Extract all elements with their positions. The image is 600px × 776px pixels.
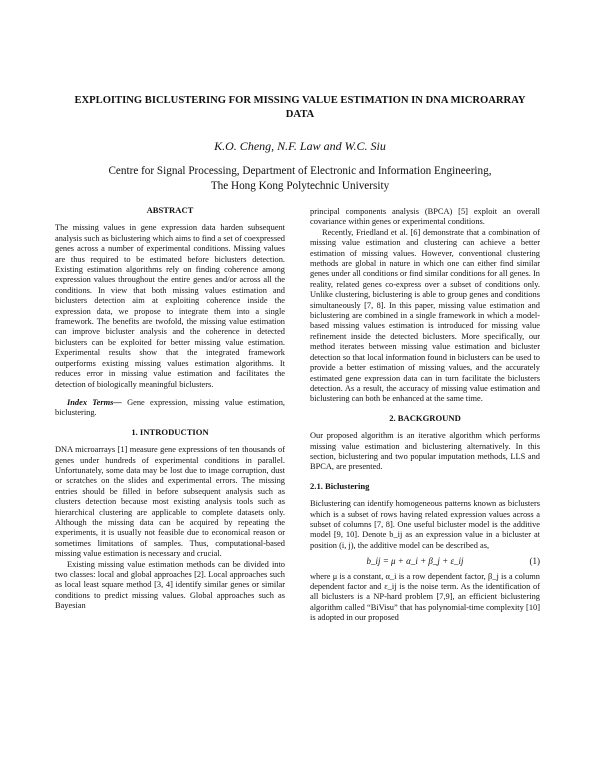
background-text: Our proposed algorithm is an iterative algorithm which performs missing value estimation and biclustering alternatively. In this section, biclustering and two popular imputation methods, LLS and BPCA, are presented. — [310, 431, 540, 472]
index-terms-text: Gene expression, missing value estimation, biclustering. — [55, 397, 286, 418]
index-terms-label: Index Terms— — [67, 397, 122, 407]
introduction-heading: 1. INTRODUCTION — [131, 426, 209, 437]
right-column — [310, 207, 540, 624]
affiliation-line-2: The Hong Kong Polytechnic University — [210, 179, 390, 192]
abstract-heading: ABSTRACT — [146, 205, 194, 215]
paper-authors: K.O. Cheng, N.F. Law and W.C. Siu — [214, 139, 386, 153]
friedland-paragraph: Recently, Friedland et al. [6] demonstrate that a combination of missing value estimation and clustering can achieve a better estimation of missing values. However, conventional clustering methods are global in nature in which one can either find similar genes under all conditions or find similar conditions for all genes. In reality, related genes co-express over a subset of conditions only. Unlike clustering, biclustering is able to group genes and conditions simultaneously [7, 8]. In this paper, missing value estimation and biclustering are combined in a single framework in which a model-based missing values estimation is introduced for missing value refinement inside the detected biclusters. More specifically, our method iterates between missing value estimation and bicluster detection so that local information found in biclusters can be used to provide a better estimation of missing values, and the accurately estimated gene expression data can in turn facilitate the biclusters detection. As a result, the accuracy of missing value estimation and biclustering can both be enhanced at the same time. — [310, 227, 540, 404]
biclustering-heading: 2.1. Biclustering — [310, 480, 370, 491]
index-terms — [55, 398, 285, 419]
abstract-text: The missing values in gene expression data harden subsequent analysis such as biclustering which aims to find a set of coexpressed genes across a number of experimental conditions. Missing values are thus required to be estimated before biclusters detection. Existing estimation algorithms rely on finding coherence among expression values throughout the entire genes and/or across all the conditions. In view that both missing values estimation and biclusters detection aim at exploiting coherence inside the expression data, we propose to integrate them into a single framework. The benefits are twofold, the missing value estimation can improve bicluster analysis and the coherence in detected biclusters can be exploited for better missing value estimation. Experimental results show that the integrated framework outperforms existing missing values estimation algorithms. It reduces error in missing value estimation and facilitates the detection of biologically meaningful biclusters. — [55, 223, 285, 389]
equation-body: b_ij = μ + α_i + β_j + ε_ij — [366, 556, 464, 567]
left-column — [55, 205, 285, 612]
intro-paragraph-2: Existing missing value estimation methods can be divided into two classes: local and global approaches [2]. Local approaches such as local least square method [3, 4] identify similar genes or similar conditions to predict missing values. Global approaches such as Bayesian — [55, 559, 285, 611]
bpca-continuation: principal components analysis (BPCA) [5] exploit an overall covariance within genes or experimental conditions. — [310, 207, 540, 227]
affiliation-line-1: Centre for Signal Processing, Department of Electronic and Information Engineering, — [108, 165, 492, 177]
paper-title: EXPLOITING BICLUSTERING FOR MISSING VALUE ESTIMATION IN DNA MICROARRAY DATA — [74, 95, 526, 120]
paper-affiliation — [60, 164, 540, 193]
equation-1 — [310, 556, 540, 566]
equation-number: (1) — [529, 556, 540, 567]
background-heading: 2. BACKGROUND — [389, 412, 461, 423]
biclustering-text: Biclustering can identify homogeneous patterns known as biclusters which is a subset of rows having related expression values across a subset of columns [7, 8]. One useful bicluster model is the additive model [9, 10]. Denote b_ij as an expression value in a bicluster at position (i, j), the additive model can be described as, — [310, 499, 540, 550]
intro-paragraph-1: DNA microarrays [1] measure gene expressions of ten thousands of genes under hundreds of experimental conditions in parallel. Unfortunately, some data may be lost due to image corruption, dust or scratches on the slides and experimental errors. The missing entries should be filled in before subsequent analysis such as clusters detection because most existing analysis tools such as hierarchical clustering are applicable to complete datasets only. Although the missing data can be acquired by repeating the experiments, it is usually not feasible due to economical reason or sometimes limitations of samples. Thus, computational-based missing value estimation is necessary and crucial. — [55, 445, 285, 559]
after-equation-text: where μ is a constant, α_i is a row dependent factor, β_j is a column dependent factor and ε_ij is the noise term. As the identification of all biclusters is a NP-hard problem [7,9], an efficient biclustering algorithm called “BiVisu” that has polynomial-time complexity [10] is adopted in our proposed — [310, 571, 540, 623]
